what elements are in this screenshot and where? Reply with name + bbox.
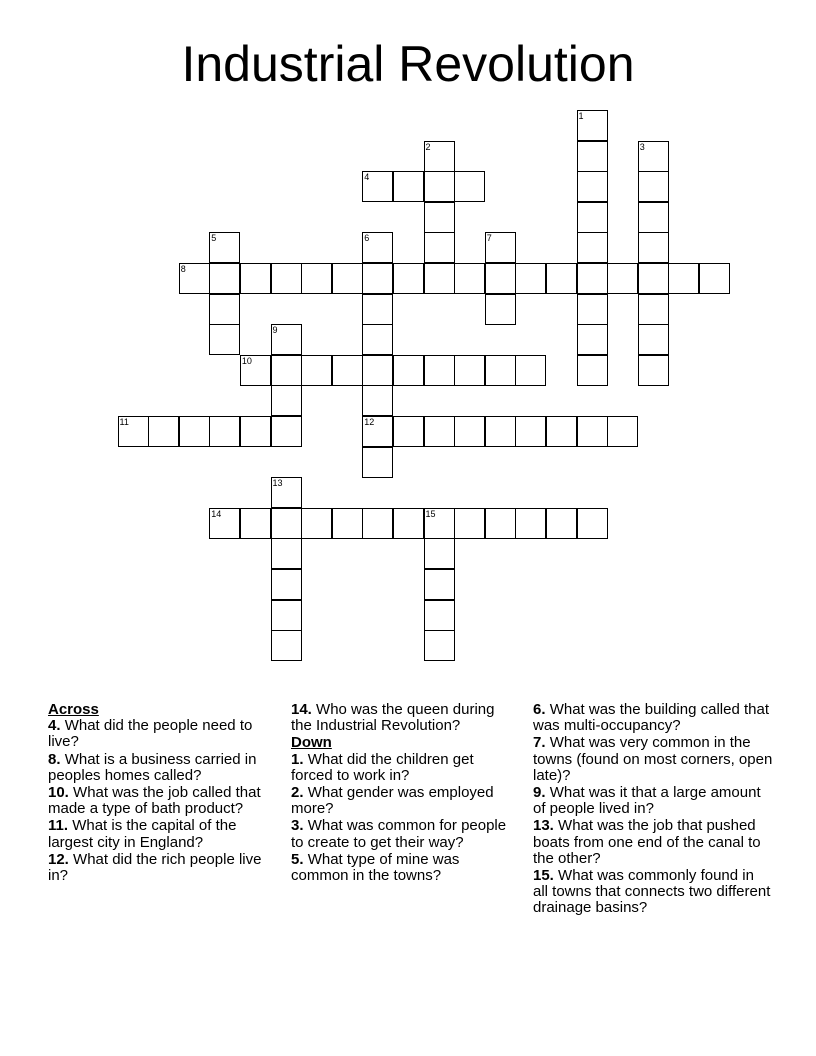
grid-cell[interactable] — [393, 355, 424, 386]
grid-cell[interactable] — [362, 294, 393, 325]
cell-number: 8 — [180, 264, 186, 274]
grid-cell[interactable] — [271, 324, 302, 355]
grid-cell[interactable] — [301, 263, 332, 294]
grid-cell[interactable] — [454, 416, 485, 447]
grid-cell[interactable] — [424, 263, 455, 294]
clue-text: What was the job that pushed boats from one end of the canal to the other? — [533, 817, 761, 867]
clue-number: 5. — [291, 850, 304, 868]
clue-number: 3. — [291, 817, 304, 835]
grid-cell[interactable] — [485, 294, 516, 325]
grid-cell[interactable] — [271, 385, 302, 416]
grid-cell[interactable] — [424, 232, 455, 263]
grid-cell[interactable] — [546, 508, 577, 539]
grid-cell[interactable] — [424, 569, 455, 600]
grid-cell[interactable] — [546, 416, 577, 447]
grid-cell[interactable] — [454, 263, 485, 294]
cell-number: 7 — [486, 233, 492, 244]
grid-cell[interactable] — [638, 294, 669, 325]
grid-cell[interactable] — [424, 538, 455, 569]
cell-number: 2 — [425, 141, 431, 152]
grid-cell[interactable] — [515, 263, 546, 294]
grid-cell[interactable] — [271, 263, 302, 294]
cell-number: 10 — [241, 355, 252, 366]
clues-column-2 — [291, 702, 516, 885]
clue-number: 12. — [48, 850, 69, 868]
grid-cell[interactable] — [362, 232, 393, 263]
clue-number: 7. — [533, 734, 546, 752]
cell-number: 5 — [211, 233, 217, 244]
grid-cell[interactable] — [454, 508, 485, 539]
cell-number: 6 — [364, 233, 370, 244]
grid-cell[interactable] — [209, 232, 240, 263]
clue-across-10 — [48, 785, 273, 817]
grid-cell[interactable] — [515, 508, 546, 539]
grid-cell[interactable] — [332, 508, 363, 539]
clue-text: What was the building called that was multi-occupancy? — [533, 701, 769, 735]
grid-cell[interactable] — [577, 416, 608, 447]
grid-cell[interactable] — [607, 416, 638, 447]
cell-number: 14 — [211, 508, 222, 519]
grid-cell[interactable] — [362, 508, 393, 539]
grid-cell[interactable] — [240, 416, 271, 447]
grid-cell[interactable] — [515, 416, 546, 447]
clue-down-6 — [533, 702, 773, 734]
clues-column-3 — [533, 702, 773, 918]
grid-cell[interactable] — [485, 508, 516, 539]
grid-cell[interactable] — [454, 171, 485, 202]
clue-number: 15. — [533, 867, 554, 885]
grid-cell[interactable] — [577, 232, 608, 263]
grid-cell[interactable] — [577, 324, 608, 355]
clue-text: What did the people need to live? — [48, 717, 253, 751]
clue-text: What is the capital of the largest city in England? — [48, 817, 237, 851]
grid-cell[interactable] — [638, 232, 669, 263]
clue-text: What did the children get forced to work in? — [291, 750, 474, 784]
grid-cell[interactable] — [271, 569, 302, 600]
grid-cell[interactable] — [424, 508, 455, 539]
grid-cell[interactable] — [271, 355, 302, 386]
clue-text: What was the job called that made a type of bath product? — [48, 784, 261, 818]
clue-down-7 — [533, 735, 773, 784]
clue-across-8 — [48, 752, 273, 784]
grid-cell[interactable] — [209, 263, 240, 294]
grid-cell[interactable] — [271, 477, 302, 508]
clue-text: What was commonly found in all towns that connects two different drainage basins? — [533, 867, 771, 917]
down-heading: Down — [291, 734, 332, 752]
grid-cell[interactable] — [424, 141, 455, 172]
clue-number: 6. — [533, 701, 546, 718]
cell-number: 15 — [425, 508, 436, 519]
clue-number: 11. — [48, 817, 69, 835]
grid-cell[interactable] — [546, 263, 577, 294]
grid-cell[interactable] — [240, 355, 271, 386]
page-title: Industrial Revolution — [181, 36, 635, 92]
clue-text: What was common for people to create to get their way? — [291, 817, 507, 851]
grid-cell[interactable] — [271, 538, 302, 569]
grid-cell[interactable] — [454, 355, 485, 386]
clue-number: 14. — [291, 701, 312, 718]
grid-cell[interactable] — [638, 171, 669, 202]
clue-text: What was very common in the towns (found on most corners, open late)? — [533, 734, 773, 784]
grid-cell[interactable] — [393, 263, 424, 294]
clue-text: What is a business carried in peoples homes called? — [48, 750, 257, 784]
grid-cell[interactable] — [301, 355, 332, 386]
grid-cell[interactable] — [148, 416, 179, 447]
grid-cell[interactable] — [362, 447, 393, 478]
grid-cell[interactable] — [515, 355, 546, 386]
grid-cell[interactable] — [577, 171, 608, 202]
grid-cell[interactable] — [577, 508, 608, 539]
grid-cell[interactable] — [393, 508, 424, 539]
across-heading: Across — [48, 701, 99, 718]
grid-cell[interactable] — [362, 355, 393, 386]
cell-number: 1 — [578, 111, 584, 121]
clues-column-1 — [48, 702, 273, 885]
grid-cell[interactable] — [301, 508, 332, 539]
grid-cell[interactable] — [271, 508, 302, 539]
clue-down-1 — [291, 752, 516, 784]
clue-number: 2. — [291, 784, 304, 802]
grid-cell[interactable] — [424, 202, 455, 233]
grid-cell[interactable] — [424, 416, 455, 447]
cell-number: 4 — [364, 172, 370, 183]
grid-cell[interactable] — [332, 355, 363, 386]
grid-cell[interactable] — [240, 508, 271, 539]
grid-cell[interactable] — [362, 416, 393, 447]
clue-text: What was it that a large amount of people lived in? — [533, 784, 761, 818]
grid-cell[interactable] — [332, 263, 363, 294]
grid-cell[interactable] — [638, 324, 669, 355]
grid-cell[interactable] — [577, 355, 608, 386]
grid-cell[interactable] — [271, 600, 302, 631]
grid-cell[interactable] — [424, 600, 455, 631]
clue-number: 4. — [48, 717, 61, 735]
clue-across-12 — [48, 852, 273, 884]
grid-cell[interactable] — [638, 202, 669, 233]
grid-cell[interactable] — [209, 294, 240, 325]
grid-cell[interactable] — [668, 263, 699, 294]
grid-cell[interactable] — [638, 141, 669, 172]
grid-cell[interactable] — [577, 141, 608, 172]
clue-text: What gender was employed more? — [291, 784, 494, 818]
grid-cell[interactable] — [209, 508, 240, 539]
grid-cell[interactable] — [485, 263, 516, 294]
clue-number: 8. — [48, 750, 61, 768]
clue-down-5 — [291, 852, 516, 884]
grid-cell[interactable] — [485, 232, 516, 263]
cell-number: 12 — [364, 417, 375, 427]
clue-text: Who was the queen during the Industrial Revolution? — [291, 701, 495, 735]
clue-down-15 — [533, 868, 773, 917]
cell-number: 3 — [639, 141, 645, 152]
grid-cell[interactable] — [577, 110, 608, 141]
grid-cell[interactable] — [638, 355, 669, 386]
grid-cell[interactable] — [424, 630, 455, 661]
clue-number: 1. — [291, 750, 304, 768]
grid-cell[interactable] — [179, 416, 210, 447]
clue-text: What did the rich people live in? — [48, 850, 262, 885]
grid-cell[interactable] — [485, 355, 516, 386]
clue-down-3 — [291, 818, 516, 850]
grid-cell[interactable] — [179, 263, 210, 294]
grid-cell[interactable] — [362, 171, 393, 202]
grid-cell[interactable] — [485, 416, 516, 447]
clue-number: 10. — [48, 784, 69, 802]
clue-down-9 — [533, 785, 773, 817]
grid-cell[interactable] — [577, 263, 608, 294]
clue-across-11 — [48, 818, 273, 850]
grid-cell[interactable] — [118, 416, 149, 447]
cell-number: 9 — [272, 325, 278, 336]
grid-cell[interactable] — [638, 263, 669, 294]
cell-number: 13 — [272, 478, 283, 489]
clue-text: What type of mine was common in the towns? — [291, 850, 460, 885]
grid-cell[interactable] — [699, 263, 730, 294]
grid-cell[interactable] — [424, 171, 455, 202]
cell-number: 11 — [119, 417, 129, 427]
grid-cell[interactable] — [362, 324, 393, 355]
grid-cell[interactable] — [362, 385, 393, 416]
grid-cell[interactable] — [607, 263, 638, 294]
grid-cell[interactable] — [271, 630, 302, 661]
grid-cell[interactable] — [577, 294, 608, 325]
grid-cell[interactable] — [209, 324, 240, 355]
clue-number: 9. — [533, 784, 546, 802]
clue-down-13 — [533, 818, 773, 867]
clue-across-14 — [291, 702, 516, 734]
grid-cell[interactable] — [362, 263, 393, 294]
clue-number: 13. — [533, 817, 554, 835]
grid-cell[interactable] — [424, 355, 455, 386]
clue-across-4 — [48, 718, 273, 750]
grid-cell[interactable] — [240, 263, 271, 294]
clue-down-2 — [291, 785, 516, 817]
grid-cell[interactable] — [577, 202, 608, 233]
grid-cell[interactable] — [393, 171, 424, 202]
grid-cell[interactable] — [209, 416, 240, 447]
grid-cell[interactable] — [393, 416, 424, 447]
grid-cell[interactable] — [271, 416, 302, 447]
